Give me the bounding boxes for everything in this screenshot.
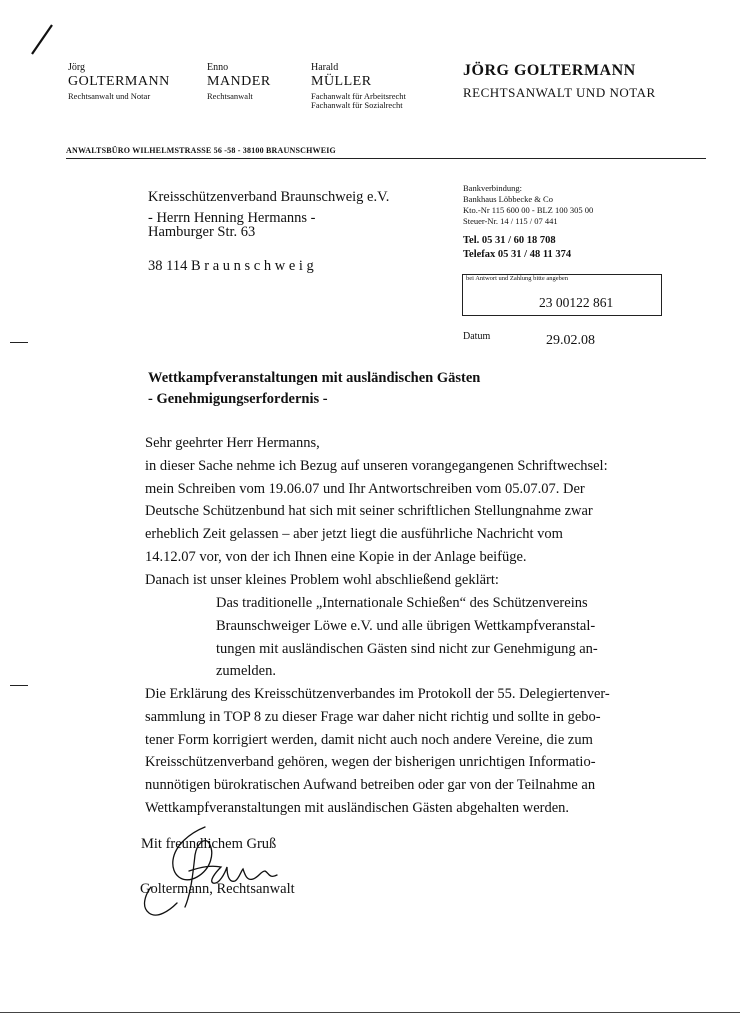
body-line: Danach ist unser kleines Problem wohl abschließend geklärt:: [145, 571, 499, 588]
bank-label: Bankverbindung:: [463, 183, 523, 193]
partner-3-lastname: MÜLLER: [311, 74, 372, 89]
body-line: mein Schreiben vom 19.06.07 und Ihr Antwortschreiben vom 05.07.07. Der: [145, 480, 585, 497]
partner-3-title-2: Fachanwalt für Sozialrecht: [311, 100, 403, 110]
partner-3-title-1: Fachanwalt für Arbeitsrecht: [311, 91, 406, 101]
letterhead-divider: [66, 158, 706, 159]
recipient-person: - Herrn Henning Hermanns -: [148, 210, 316, 226]
body-line: erheblich Zeit gelassen – aber jetzt liegt die ausführliche Nachricht vom: [145, 526, 563, 543]
partner-1-firstname: Jörg: [68, 62, 86, 73]
body-line: Deutsche Schützenbund hat sich mit seiner schriftlichen Stellungnahme zwar: [145, 503, 593, 520]
body-line: Kreisschützenverband gehören, wegen der bisherigen unrichtigen Informatio-: [145, 754, 596, 771]
recipient-city: 38 114 B r a u n s c h w e i g: [148, 258, 314, 274]
quote-line: zumelden.: [216, 663, 276, 680]
firm-name: JÖRG GOLTERMANN: [463, 62, 636, 79]
body-line: in dieser Sache nehme ich Bezug auf unseren vorangegangenen Schriftwechsel:: [145, 457, 608, 474]
bank-name: Bankhaus Löbbecke & Co: [463, 194, 553, 204]
partner-2-lastname: MANDER: [207, 74, 271, 89]
salutation: Sehr geehrter Herr Hermanns,: [145, 435, 320, 451]
bank-account: Kto.-Nr 115 600 00 - BLZ 100 305 00: [463, 205, 594, 215]
letter-body-intro: [145, 432, 608, 592]
quote-line: tungen mit ausländischen Gästen sind nicht zur Genehmigung an-: [216, 640, 598, 657]
date-label: Datum: [463, 331, 491, 342]
body-line: 14.12.07 vor, von der ich Ihnen eine Kopie in der Anlage beifüge.: [145, 548, 527, 565]
signer-name: Goltermann, Rechtsanwalt: [140, 881, 295, 897]
fax: Telefax 05 31 / 48 11 374: [463, 249, 572, 260]
body-line: tener Form korrigiert werden, damit nicht auch noch andere Vereine, die zum: [145, 731, 593, 748]
corner-mark: [28, 22, 58, 58]
greeting: Mit freundlichem Gruß: [141, 836, 277, 852]
quote-line: Das traditionelle „Internationale Schießen“ des Schützenvereins: [216, 595, 588, 611]
reference-number: 23 00122 861: [539, 295, 614, 310]
handwritten-signature: [135, 815, 295, 925]
quoted-statement: [216, 592, 598, 683]
partner-3-firstname: Harald: [311, 62, 339, 73]
recipient-street: Hamburger Str. 63: [148, 224, 256, 240]
subject-line-2: - Genehmigungserfordernis -: [148, 391, 328, 407]
page-bottom-edge: [0, 1012, 740, 1013]
body-line: Die Erklärung des Kreisschützenverbandes im Protokoll der 55. Delegiertenver-: [145, 686, 610, 702]
phone: Tel. 05 31 / 60 18 708: [463, 235, 556, 246]
partner-2-title: Rechtsanwalt: [207, 91, 253, 101]
fold-mark-bottom: [10, 685, 28, 686]
reference-label: bei Antwort und Zahlung bitte angeben: [466, 275, 568, 282]
fold-mark-top: [10, 342, 28, 343]
tax-number: Steuer-Nr. 14 / 115 / 07 441: [463, 216, 558, 226]
closing-paragraph: [145, 683, 610, 820]
partner-2-firstname: Enno: [207, 62, 229, 73]
partner-1-title: Rechtsanwalt und Notar: [68, 91, 151, 101]
partner-1-lastname: GOLTERMANN: [68, 74, 170, 89]
body-line: nunnötigen bürokratischen Aufwand betreiben oder gar von der Teilnahme an: [145, 777, 596, 794]
recipient-org: Kreisschützenverband Braunschweig e.V.: [148, 189, 390, 205]
date-value: 29.02.08: [546, 333, 595, 348]
subject-line-1: Wettkampfveranstaltungen mit ausländischen Gästen: [148, 370, 481, 386]
firm-subtitle: RECHTSANWALT UND NOTAR: [463, 85, 656, 100]
quote-line: Braunschweiger Löwe e.V. und alle übrigen Wettkampfveranstal-: [216, 617, 596, 634]
office-address-line: ANWALTSBÜRO WILHELMSTRASSE 56 -58 - 38100 BRAUNSCHWEIG: [66, 146, 336, 155]
body-line: Wettkampfveranstaltungen mit ausländischen Gästen abgehalten werden.: [145, 799, 570, 816]
body-line: sammlung in TOP 8 zu dieser Frage war daher nicht richtig und sollte in gebo-: [145, 708, 601, 725]
